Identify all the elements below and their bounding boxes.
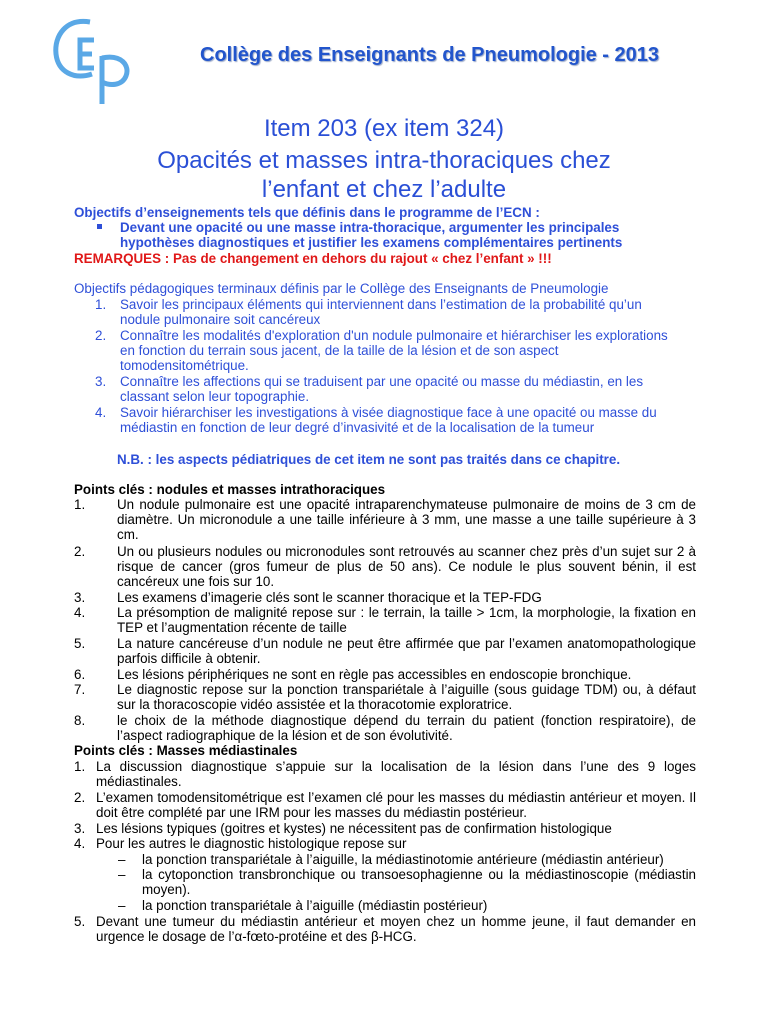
section-heading-mediastin: Points clés : Masses médiastinales <box>74 743 298 758</box>
college-header: Collège des Enseignants de Pneumologie - 2013 <box>200 44 660 66</box>
section-heading-nodules: Points clés : nodules et masses intrathoraciques <box>74 482 386 497</box>
objective-bullet: Devant une opacité ou une masse intra-thoracique, argumenter les principales hypothèses diagnostiques et justifier les examens complémentaires pertinents <box>120 220 623 250</box>
nb-note: N.B. : les aspects pédiatriques de cet item ne sont pas traités dans ce chapitre. <box>117 452 621 467</box>
objectives-heading: Objectifs d’enseignements tels que définis dans le programme de l’ECN : <box>74 205 540 220</box>
item-title: Item 203 (ex item 324) <box>263 115 505 142</box>
terminal-objectives-heading: Objectifs pédagogiques terminaux définis par le Collège des Enseignants de Pneumologie <box>74 281 609 296</box>
cep-logo <box>52 14 148 106</box>
page-title-line-2: l’enfant et chez l’adulte <box>261 176 507 203</box>
page-title-line-1: Opacités et masses intra-thoraciques chez <box>157 147 611 174</box>
remarques: REMARQUES : Pas de changement en dehors du rajout « chez l’enfant » !!! <box>74 251 552 266</box>
bullet-icon <box>97 224 102 229</box>
